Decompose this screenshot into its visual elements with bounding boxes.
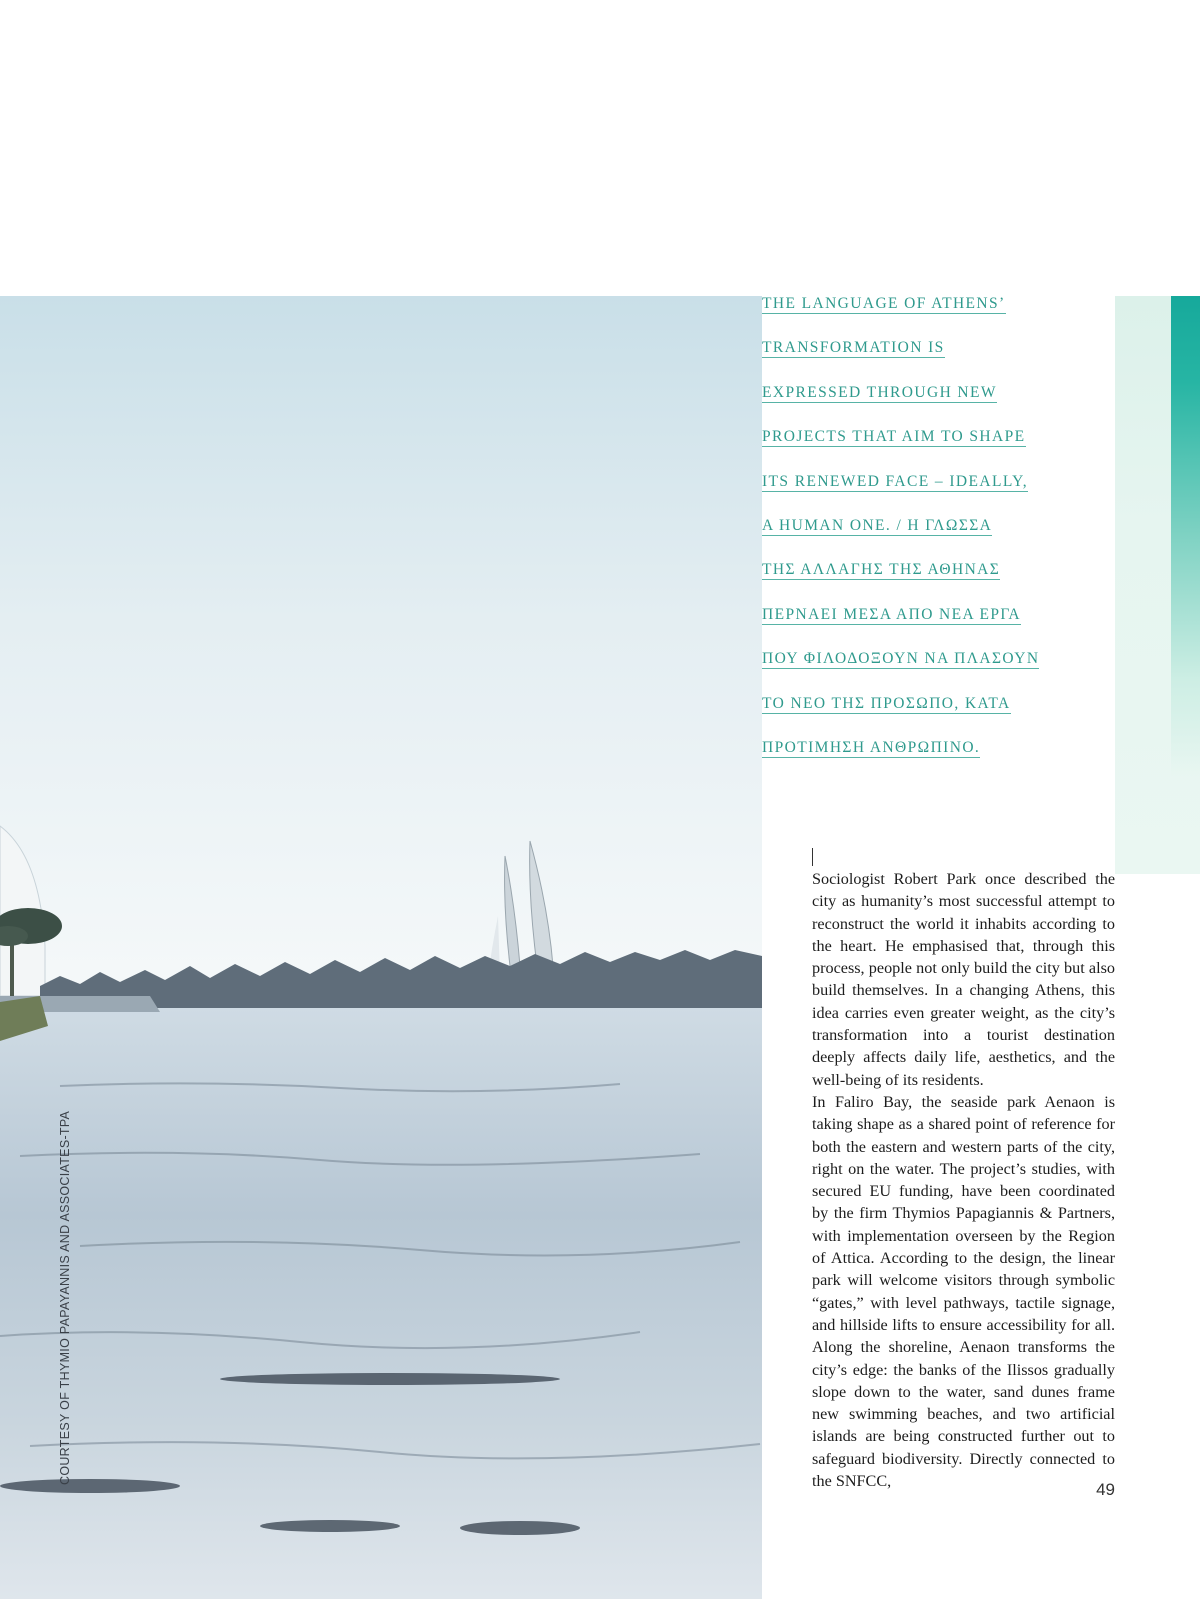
water xyxy=(0,1008,762,1599)
body-paragraph: In Faliro Bay, the seaside park Aenaon is taking shape as a shared point of reference for both the eastern and western parts of the city, right on the water. The project’s studies, with secured EU funding, have been coordinated by the firm Thymios Papagiannis & Partners, with implementation overseen by the Region of Attica. According to the design, the linear park will welcome visitors through symbolic “gates,” with level pathways, tactile signage, and hillside lifts to ensure accessibility for all. Along the shoreline, Aenaon transforms the city’s edge: the banks of the Ilissos gradually slope down to the water, sand dunes frame new swimming beaches, and two artificial islands are being constructed further out to safeguard biodiversity. Directly connected to the SNFCC, xyxy=(812,1092,1115,1491)
sky xyxy=(0,296,762,1016)
pull-quote-line: ΤΟ ΝΕΟ ΤΗΣ ΠΡΟΣΩΠΟ, ΚΑΤΑ xyxy=(762,694,1011,712)
pull-quote-line: EXPRESSED THROUGH NEW xyxy=(762,383,997,401)
article-body xyxy=(812,868,1115,1492)
pull-quote xyxy=(762,294,1102,782)
pull-quote-line: ITS RENEWED FACE – IDEALLY, xyxy=(762,472,1029,490)
body-paragraph: Sociologist Robert Park once described the city as humanity’s most successful attempt to reconstruct the world it inhabits according to the heart. He emphasised that, through this process, people not only build the city but also build themselves. In a changing Athens, this idea carries even greater weight, as the city’s transformation into a tourist destination deeply affects daily life, aesthetics, and the well-being of its residents. xyxy=(812,870,1115,1089)
pull-quote-line: TRANSFORMATION IS xyxy=(762,339,945,357)
paragraph-marker xyxy=(812,848,813,866)
page-number: 49 xyxy=(1096,1480,1115,1499)
pull-quote-line: THE LANGUAGE OF ATHENS’ xyxy=(762,295,1006,312)
pull-quote-line: ΠΕΡΝΑΕΙ ΜΕΣΑ ΑΠΟ ΝΕΑ ΕΡΓΑ xyxy=(762,605,1021,623)
pull-quote-line: PROJECTS THAT AIM TO SHAPE xyxy=(762,428,1026,446)
hero-photo xyxy=(0,296,762,1599)
pull-quote-line: ΠΡΟΤΙΜΗΣΗ ΑΝΘΡΩΠΙΝΟ. xyxy=(762,738,981,756)
pull-quote-line: ΤΗΣ ΑΛΛΑΓΗΣ ΤΗΣ ΑΘΗΝΑΣ xyxy=(762,561,1001,579)
seaside-rendering xyxy=(0,296,762,1599)
photo-credit: COURTESY OF THYMIO PAPAYANNIS AND ASSOCIATES-TPA xyxy=(58,1110,72,1485)
pull-quote-line: A HUMAN ONE. / Η ΓΛΩΣΣΑ xyxy=(762,516,993,534)
teal-accent-bar xyxy=(1171,296,1200,776)
pull-quote-line: ΠΟΥ ΦΙΛΟΔΟΞΟΥΝ ΝΑ ΠΛΑΣΟΥΝ xyxy=(762,650,1040,668)
